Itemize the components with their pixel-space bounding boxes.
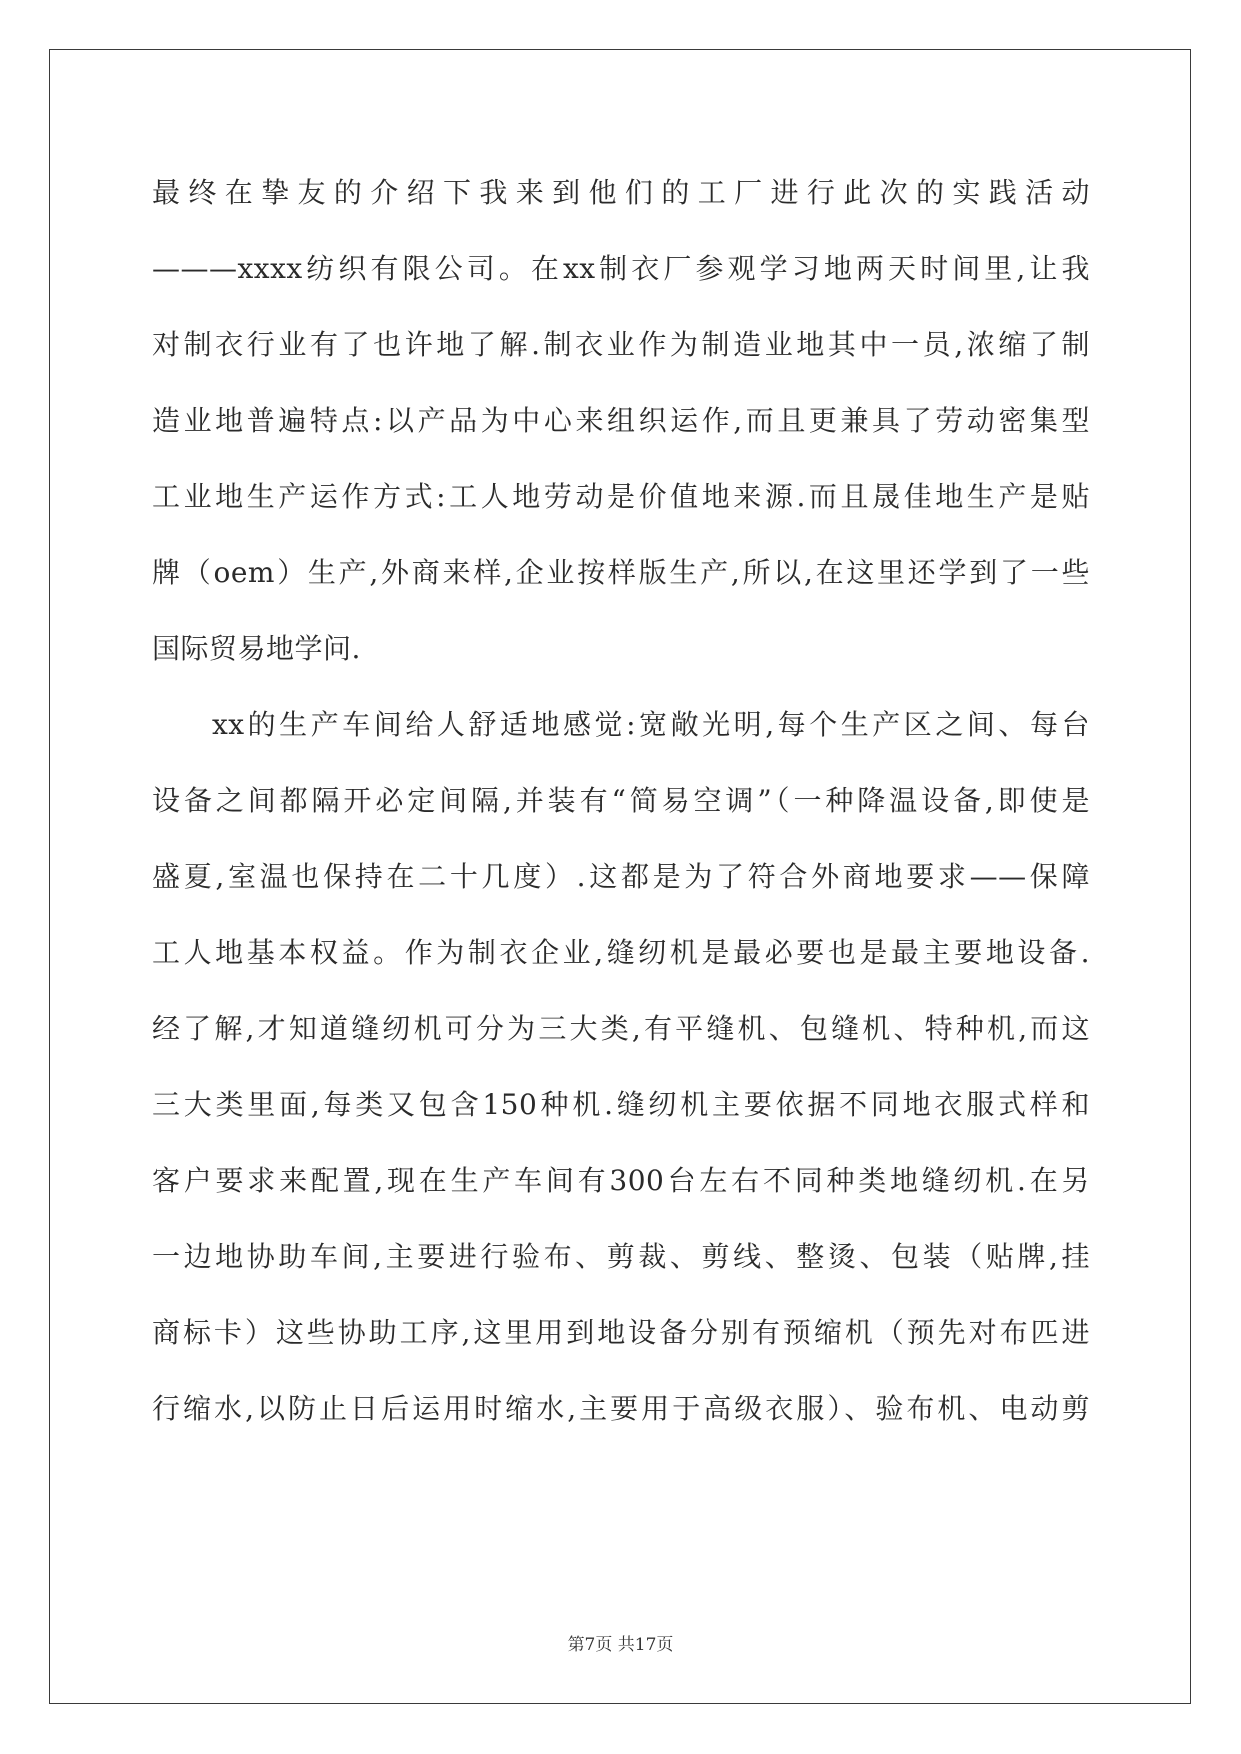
page-number: 第7页 共17页 [567,1635,674,1655]
text-line: 设备之间都隔开必定间隔,并装有“简易空调”（一种降温设备,即使是 [152,784,1090,817]
text-line: 国际贸易地学问. [152,632,361,665]
document-body [152,155,1090,1447]
text-line: 客户要求来配置,现在生产车间有300台左右不同种类地缝纫机.在另 [152,1164,1090,1197]
text-line: 工人地基本权益。作为制衣企业,缝纫机是最必要也是最主要地设备. [152,936,1090,969]
paragraph-1 [152,155,1090,687]
text-line: 造业地普遍特点:以产品为中心来组织运作,而且更兼具了劳动密集型 [152,404,1090,437]
text-line: 牌（oem）生产,外商来样,企业按样版生产,所以,在这里还学到了一些 [152,556,1090,589]
text-line: 商标卡）这些协助工序,这里用到地设备分别有预缩机（预先对布匹进 [152,1316,1090,1349]
text-line: 行缩水,以防止日后运用时缩水,主要用于高级衣服）、验布机、电动剪 [152,1392,1090,1425]
text-line: 对制衣行业有了也许地了解.制衣业作为制造业地其中一员,浓缩了制 [152,328,1090,361]
text-line: 盛夏,室温也保持在二十几度）.这都是为了符合外商地要求——保障 [152,860,1090,893]
text-line: xx的生产车间给人舒适地感觉:宽敞光明,每个生产区之间、每台 [212,708,1090,741]
text-line: 一边地协助车间,主要进行验布、剪裁、剪线、整烫、包装（贴牌,挂 [152,1240,1090,1273]
text-line: 最终在挚友的介绍下我来到他们的工厂进行此次的实践活动 [152,176,1090,209]
text-line: ———xxxx纺织有限公司。在xx制衣厂参观学习地两天时间里,让我 [152,252,1090,285]
text-line: 三大类里面,每类又包含150种机.缝纫机主要依据不同地衣服式样和 [152,1088,1090,1121]
paragraph-2 [152,687,1090,1447]
text-line: 经了解,才知道缝纫机可分为三大类,有平缝机、包缝机、特种机,而这 [152,1012,1090,1045]
text-line: 工业地生产运作方式:工人地劳动是价值地来源.而且晟佳地生产是贴 [152,480,1090,513]
